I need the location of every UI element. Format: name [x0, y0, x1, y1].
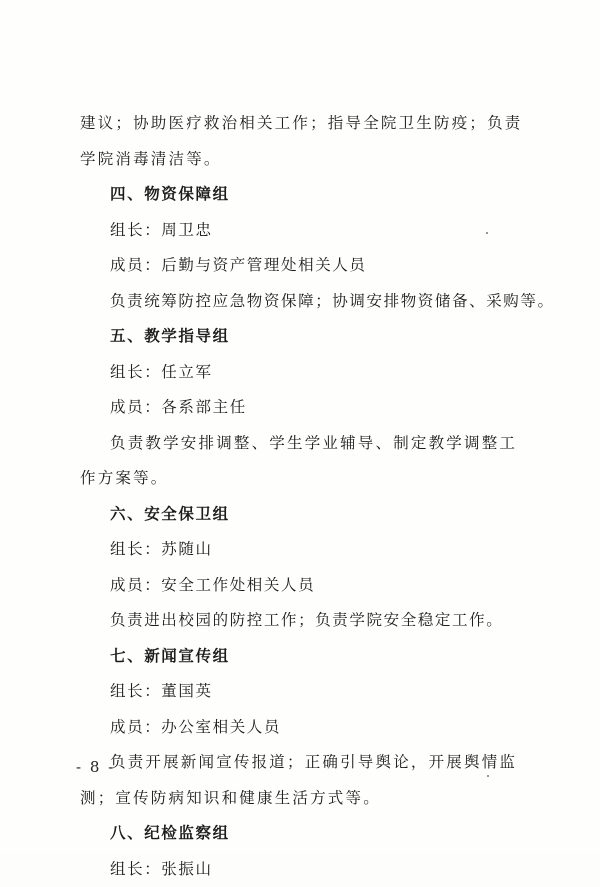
group-leader-8: 组长：张振山: [80, 852, 528, 887]
scan-speck: [487, 775, 489, 777]
group-duties-6: 负责进出校园的防控工作；负责学院安全稳定工作。: [80, 603, 528, 639]
section-heading-5: 五、教学指导组: [80, 319, 528, 355]
page-number: - 8 -: [76, 758, 115, 776]
scan-speck: [486, 232, 488, 234]
group-leader-7: 组长：董国英: [80, 674, 528, 710]
group-duties-5: 负责教学安排调整、学生学业辅导、制定教学调整工作方案等。: [80, 426, 528, 497]
group-members-6: 成员：安全工作处相关人员: [80, 568, 528, 604]
group-leader-5: 组长：任立军: [80, 355, 528, 391]
section-heading-8: 八、纪检监察组: [80, 816, 528, 852]
paragraph-continuation: 建议；协助医疗救治相关工作；指导全院卫生防疫；负责学院消毒清洁等。: [80, 106, 528, 177]
section-heading-4: 四、物资保障组: [80, 177, 528, 213]
group-members-4: 成员：后勤与资产管理处相关人员: [80, 248, 528, 284]
section-heading-7: 七、新闻宣传组: [80, 639, 528, 675]
group-leader-4: 组长：周卫忠: [80, 213, 528, 249]
group-members-7: 成员：办公室相关人员: [80, 710, 528, 746]
group-leader-6: 组长：苏随山: [80, 532, 528, 568]
section-heading-6: 六、安全保卫组: [80, 497, 528, 533]
group-duties-7: 负责开展新闻宣传报道；正确引导舆论，开展舆情监测；宣传防病知识和健康生活方式等。: [80, 745, 528, 816]
group-members-5: 成员：各系部主任: [80, 390, 528, 426]
group-duties-4: 负责统筹防控应急物资保障；协调安排物资储备、采购等。: [80, 284, 528, 320]
document-body: [80, 106, 528, 887]
